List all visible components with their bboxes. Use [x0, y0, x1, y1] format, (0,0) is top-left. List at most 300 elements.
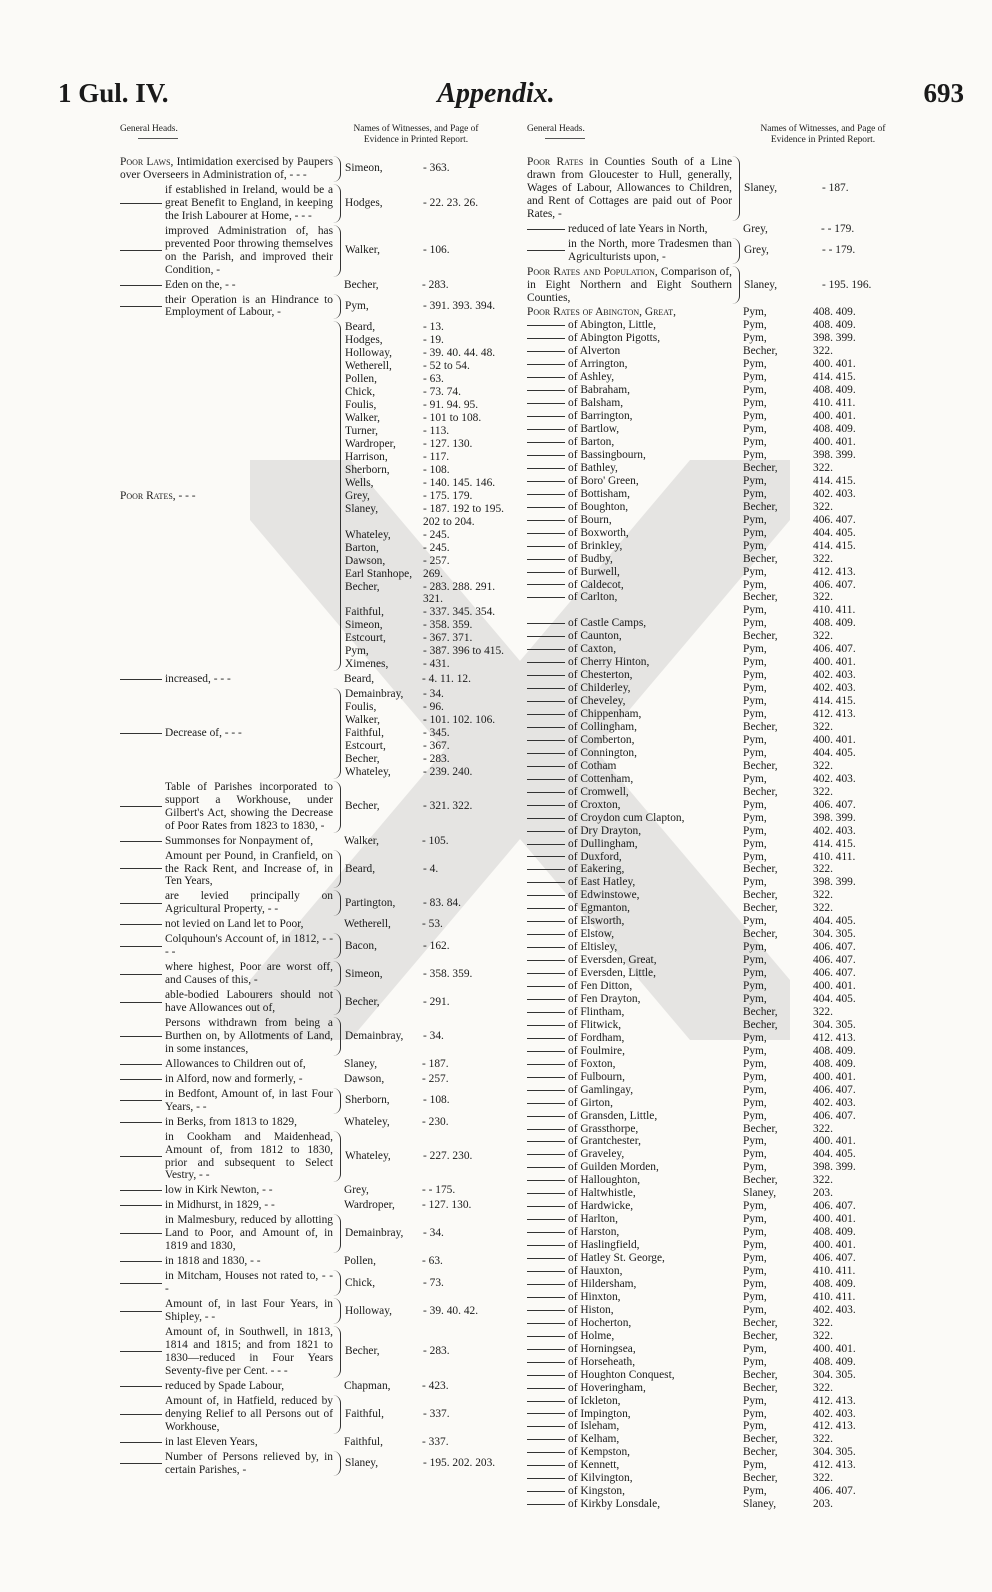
parish-row	[527, 876, 912, 889]
witness-group	[345, 1094, 505, 1107]
witness-name: Faithful,	[345, 1407, 384, 1420]
witness-name: Wells,	[345, 476, 374, 489]
witness-name: Faithful,	[344, 1435, 383, 1448]
witness-line	[345, 727, 505, 740]
continuation-dash	[527, 623, 565, 624]
witness-name: Pym,	[743, 1420, 767, 1433]
witness-line	[743, 449, 912, 462]
witness-name: Slaney,	[744, 181, 778, 194]
parish-row	[527, 540, 912, 553]
witness-line	[345, 347, 505, 360]
witness-line	[743, 617, 912, 630]
continuation-dash	[527, 1336, 565, 1337]
parish-heading	[527, 1006, 732, 1019]
witness-name: Becher,	[743, 759, 778, 772]
continuation-dash	[527, 882, 565, 883]
witness-line	[743, 643, 912, 656]
continuation-dash	[527, 1439, 565, 1440]
witness-line	[743, 475, 912, 488]
continuation-dash	[527, 364, 565, 365]
page-reference: 402. 403.	[813, 669, 856, 682]
entry-heading	[120, 961, 333, 987]
entry-heading	[120, 1131, 333, 1183]
page-reference: 406. 407.	[813, 513, 856, 526]
parish-row	[527, 1472, 912, 1485]
witness-group	[345, 1030, 505, 1043]
witness-line	[345, 360, 505, 373]
entry-description: reduced by Spade Labour,	[165, 1379, 285, 1392]
page-reference: - 73. 74.	[423, 386, 461, 399]
index-entry	[120, 1326, 505, 1378]
entry-heading	[120, 1116, 333, 1129]
entry-heading	[527, 156, 732, 221]
witness-line	[345, 197, 505, 210]
witness-name: Whateley,	[345, 1150, 391, 1163]
page-reference: 400. 401.	[813, 1239, 856, 1252]
page-reference: 404. 405.	[813, 993, 856, 1005]
entry-heading	[120, 1184, 333, 1197]
parish-heading	[527, 371, 732, 384]
witness-name: Becher,	[345, 580, 380, 593]
witness-line	[345, 244, 505, 257]
witness-line	[743, 902, 912, 915]
parish-heading	[527, 579, 732, 592]
parish-row	[527, 695, 912, 708]
continuation-dash	[527, 714, 565, 715]
page-reference: - 13.	[423, 321, 444, 334]
witness-name: Pym,	[743, 643, 767, 656]
witness-line	[743, 1278, 912, 1291]
continuation-dash	[527, 1193, 565, 1194]
witness-line	[345, 996, 505, 1009]
witness-group	[345, 300, 505, 313]
page-reference: 410. 411.	[813, 604, 856, 617]
entry-description: Amount of, in last Four Years, in Shipley, - -	[165, 1298, 333, 1324]
parish-heading	[527, 384, 732, 397]
brace	[333, 890, 341, 916]
page-reference: 322.	[813, 863, 833, 876]
parish-heading	[527, 527, 732, 540]
right-index-heads	[527, 156, 912, 306]
page-reference: 412. 413.	[813, 1420, 856, 1433]
witness-group	[345, 968, 505, 981]
page-reference: 414. 415.	[813, 371, 856, 384]
witness-line	[743, 501, 912, 514]
witness-name: Pym,	[743, 487, 767, 500]
brace	[732, 156, 740, 221]
parish-heading	[527, 889, 732, 902]
witness-name: Pym,	[743, 410, 767, 423]
witness-line	[345, 555, 505, 568]
witness-name: Pym,	[743, 1213, 767, 1226]
witness-line	[743, 579, 912, 592]
parish-row	[527, 786, 912, 799]
parish-heading	[527, 1420, 732, 1433]
page-reference: - 423.	[422, 1379, 449, 1392]
parish-heading	[527, 1291, 732, 1304]
witness-line	[345, 451, 505, 464]
page-reference: 321.	[423, 593, 443, 606]
page-reference: - 96.	[423, 701, 444, 714]
witness-name: Pym,	[743, 682, 767, 695]
witness-name: Becher,	[743, 1433, 778, 1446]
parish-name: of Histon,	[568, 1303, 614, 1316]
page-reference: 406. 407.	[813, 1083, 856, 1096]
entry-description: - - -	[175, 489, 196, 502]
parish-heading	[527, 397, 732, 410]
parish-row	[527, 928, 912, 941]
entry-text	[165, 184, 333, 223]
brace	[333, 1326, 341, 1378]
brace	[333, 1395, 341, 1434]
index-entry	[120, 1214, 505, 1253]
parish-row	[527, 889, 912, 902]
witness-name: Pym,	[743, 371, 767, 384]
continuation-dash	[527, 766, 565, 767]
parish-row	[527, 954, 912, 967]
parish-row	[527, 1291, 912, 1304]
entry-heading	[120, 1017, 333, 1056]
witness-group	[345, 1150, 505, 1163]
entry-description: in Malmesbury, reduced by allotting Land to Poor, and Amount of, in 1819 and 1830,	[165, 1214, 333, 1253]
witness-line	[345, 542, 505, 555]
index-entry	[120, 156, 505, 182]
witness-line	[743, 1265, 912, 1278]
witness-group	[345, 1345, 505, 1358]
continuation-dash	[527, 1167, 565, 1168]
witness-line	[743, 1498, 912, 1511]
witness-line	[345, 714, 505, 727]
continuation-dash	[527, 229, 565, 230]
continuation-dash	[527, 934, 565, 935]
parish-name: of Gamlingay,	[568, 1083, 634, 1096]
parish-heading	[527, 915, 732, 928]
continuation-dash	[527, 805, 565, 806]
parish-row	[527, 799, 912, 812]
continuation-dash	[120, 1386, 162, 1387]
page-header	[0, 78, 992, 122]
page-reference: 406. 407.	[813, 954, 856, 967]
parish-row	[527, 332, 912, 345]
witness-line	[345, 632, 505, 645]
witness-line	[345, 1227, 505, 1240]
parish-row	[527, 1252, 912, 1265]
page-reference: 408. 409.	[813, 1277, 856, 1290]
witness-line	[345, 645, 505, 658]
parish-row	[527, 423, 912, 436]
witness-line	[345, 1150, 505, 1163]
parish-row	[527, 669, 912, 682]
parish-name: of Abington Pigotts,	[568, 332, 661, 345]
parish-name: of Fen Ditton,	[568, 980, 633, 993]
entry-text	[165, 279, 333, 292]
brace	[333, 1088, 341, 1114]
entry-description: Allowances to Children out of,	[165, 1057, 306, 1070]
parish-name: of Ickleton,	[568, 1394, 621, 1407]
parish-name: of Hardwicke,	[568, 1200, 634, 1213]
parish-heading	[527, 682, 732, 695]
entry-heading	[120, 933, 333, 959]
witness-name: Partington,	[345, 896, 396, 909]
general-heads-label: General Heads.	[120, 124, 178, 134]
brace	[333, 989, 341, 1015]
continuation-dash	[120, 733, 162, 734]
continuation-dash	[527, 546, 565, 547]
witness-group	[344, 1073, 505, 1086]
continuation-dash	[527, 792, 565, 793]
page-reference: - 337. 345. 354.	[423, 606, 496, 619]
parish-row	[527, 851, 912, 864]
witness-line	[743, 1148, 912, 1161]
parish-heading	[527, 332, 732, 345]
parish-row	[527, 1071, 912, 1084]
entry-description: in last Eleven Years,	[165, 1435, 258, 1448]
witness-name: Pym,	[743, 604, 767, 617]
parish-row	[527, 475, 912, 488]
parish-row	[527, 967, 912, 980]
entry-heading	[120, 490, 333, 503]
witness-name: Becher,	[743, 889, 778, 902]
page-reference: - 53.	[422, 918, 443, 931]
parish-name: of Impington,	[568, 1407, 631, 1420]
witness-name: Holloway,	[345, 1304, 393, 1317]
index-entry	[120, 184, 505, 223]
witness-name: Slaney,	[744, 278, 778, 291]
witness-name: Pym,	[743, 1394, 767, 1407]
page-reference: 406. 407.	[813, 578, 856, 591]
parish-row	[527, 993, 912, 1006]
parish-name: of Fen Drayton,	[568, 993, 641, 1005]
witness-name: Pym,	[743, 1226, 767, 1239]
witness-line	[743, 1446, 912, 1459]
witness-line	[743, 812, 912, 825]
page-reference: 406. 407.	[813, 1109, 856, 1122]
parish-row	[527, 1239, 912, 1252]
witness-line	[744, 279, 912, 292]
witness-name: Pym,	[743, 876, 767, 889]
parish-heading	[527, 345, 732, 358]
entry-heading	[120, 890, 333, 916]
page-reference: 203.	[813, 1187, 833, 1200]
witness-name: Pym,	[743, 474, 767, 487]
page-reference: 398. 399.	[813, 332, 856, 345]
page-reference: 410. 411.	[813, 1290, 856, 1303]
witness-name: Foulis,	[345, 399, 377, 412]
witness-name: Pym,	[743, 578, 767, 591]
witness-line	[344, 1073, 505, 1086]
entry-heading	[120, 1298, 333, 1324]
parish-row	[527, 1459, 912, 1472]
witness-name: Grey,	[743, 222, 768, 235]
parish-heading	[527, 967, 732, 980]
page-reference: 400. 401.	[813, 1135, 856, 1148]
page-reference: - 337.	[422, 1435, 449, 1448]
continuation-dash	[120, 1079, 162, 1080]
parish-heading	[527, 1174, 732, 1187]
entry-text	[165, 961, 333, 987]
witness-name: Becher,	[743, 1446, 778, 1459]
page-reference: 322.	[813, 1433, 833, 1446]
left-column	[120, 124, 505, 1478]
parish-row	[527, 902, 912, 915]
page-reference: 406. 407.	[813, 1200, 856, 1213]
witness-name: Pym,	[743, 319, 767, 332]
parish-heading	[527, 1213, 732, 1226]
index-entry	[120, 1184, 505, 1197]
entry-text	[165, 918, 333, 931]
page-reference: - 108.	[423, 463, 450, 476]
parish-name: of Hatley St. George,	[568, 1252, 665, 1265]
witness-name	[345, 593, 419, 606]
page-reference: - 101 to 108.	[423, 412, 482, 425]
witness-line	[345, 438, 505, 451]
index-entry	[527, 266, 912, 305]
parish-name: of Croxton,	[568, 798, 621, 811]
witness-name: Chick,	[345, 1276, 376, 1289]
witness-name: Pym,	[743, 746, 767, 759]
continuation-dash	[527, 701, 565, 702]
witness-line	[743, 1045, 912, 1058]
entry-text	[165, 294, 333, 320]
page-reference: 322.	[813, 889, 833, 902]
witness-line	[743, 760, 912, 773]
witness-name: Becher,	[743, 500, 778, 513]
witness-name: Demainbray,	[345, 688, 404, 701]
parish-row	[527, 591, 912, 604]
witness-name: Grey,	[345, 489, 370, 502]
page-reference: 304. 305.	[813, 1018, 856, 1031]
entry-description: Summonses for Nonpayment of,	[165, 834, 314, 847]
page-reference: 410. 411.	[813, 397, 856, 410]
witness-line	[743, 527, 912, 540]
entry-description: are levied principally on Agricultural Property, - -	[165, 890, 333, 916]
continuation-dash	[120, 868, 162, 869]
entry-description: increased, - - -	[165, 673, 231, 686]
witness-name	[345, 516, 419, 529]
witness-line	[345, 1408, 505, 1421]
continuation-dash	[527, 688, 565, 689]
witness-line	[345, 321, 505, 334]
continuation-dash	[527, 1362, 565, 1363]
parish-heading	[527, 475, 732, 488]
brace	[333, 294, 341, 320]
witness-group	[345, 996, 505, 1009]
entry-heading	[527, 266, 732, 305]
parish-heading	[527, 773, 732, 786]
witness-line	[743, 1317, 912, 1330]
witness-name: Simeon,	[345, 162, 383, 175]
brace	[333, 1131, 341, 1183]
parish-heading	[527, 617, 732, 630]
witness-group	[344, 1058, 505, 1071]
page-reference: - 367. 371.	[423, 632, 473, 645]
index-entry	[120, 673, 505, 686]
witness-line	[743, 1135, 912, 1148]
continuation-dash	[527, 442, 565, 443]
page-reference: - 73.	[423, 1276, 444, 1289]
witness-name: Becher,	[743, 591, 778, 604]
witness-line	[743, 1032, 912, 1045]
continuation-dash	[527, 429, 565, 430]
witness-line	[743, 786, 912, 799]
witness-line	[743, 954, 912, 967]
entry-text	[165, 225, 333, 277]
continuation-dash	[527, 390, 565, 391]
witness-name: Faithful,	[345, 726, 384, 739]
parish-row	[527, 1084, 912, 1097]
parish-name: of Fordham,	[568, 1031, 625, 1044]
page-reference: - 283.	[423, 1345, 450, 1358]
parish-name: of Boughton,	[568, 500, 629, 513]
parish-heading	[527, 695, 732, 708]
witness-line	[345, 658, 505, 671]
witness-line	[743, 436, 912, 449]
page-reference: - 39. 40. 42.	[423, 1304, 479, 1317]
witness-line	[345, 373, 505, 386]
continuation-dash	[527, 908, 565, 909]
witness-name: Pym,	[743, 967, 767, 980]
parish-name: of Cotham	[568, 759, 617, 772]
continuation-dash	[527, 1012, 565, 1013]
parish-name: of Caldecot,	[568, 578, 624, 591]
witness-line	[743, 825, 912, 838]
page-reference: 402. 403.	[813, 772, 856, 785]
witness-name: Simeon,	[345, 967, 383, 980]
page-reference: - 101. 102. 106.	[423, 714, 496, 727]
continuation-dash	[527, 1323, 565, 1324]
witness-name: Pym,	[743, 1277, 767, 1290]
witness-line	[743, 1213, 912, 1226]
witness-line	[345, 968, 505, 981]
parish-row	[527, 1446, 912, 1459]
parish-name: of Barrington,	[568, 410, 633, 423]
parish-name: of Bottisham,	[568, 487, 631, 500]
parish-heading	[527, 1058, 732, 1071]
witness-group	[345, 321, 505, 671]
witness-line	[743, 397, 912, 410]
witness-name: Becher,	[743, 1316, 778, 1329]
page-reference: 402. 403.	[813, 824, 856, 837]
parish-name: of Foulmire,	[568, 1044, 625, 1057]
witnesses-heading: Names of Witnesses, and Page of Evidence in Printed Report.	[760, 124, 886, 145]
witness-name: Becher,	[743, 1174, 778, 1187]
continuation-dash	[120, 1463, 162, 1464]
witness-line	[345, 740, 505, 753]
witness-name: Walker,	[345, 244, 380, 257]
index-entry	[120, 688, 505, 779]
witness-line	[345, 1277, 505, 1290]
entry-text	[165, 1395, 333, 1434]
continuation-dash	[527, 921, 565, 922]
index-entry	[120, 781, 505, 833]
parish-name: of Horningsea,	[568, 1342, 636, 1355]
witness-line	[743, 410, 912, 423]
witness-name: Becher,	[743, 1005, 778, 1018]
parish-heading	[527, 928, 732, 941]
parish-name: of Burwell,	[568, 565, 620, 578]
entry-description: Number of Persons relieved by, in certain Parishes, -	[165, 1450, 333, 1476]
witness-line	[345, 800, 505, 813]
witness-line	[743, 1239, 912, 1252]
witness-line	[744, 244, 912, 257]
parish-row	[527, 1135, 912, 1148]
witness-name: Harrison,	[345, 450, 388, 463]
witness-name: Pym,	[743, 1109, 767, 1122]
brace	[333, 781, 341, 833]
parish-name: of Grassthorpe,	[568, 1122, 639, 1135]
entry-text	[165, 1380, 333, 1393]
page-reference: 404. 405.	[813, 746, 856, 759]
